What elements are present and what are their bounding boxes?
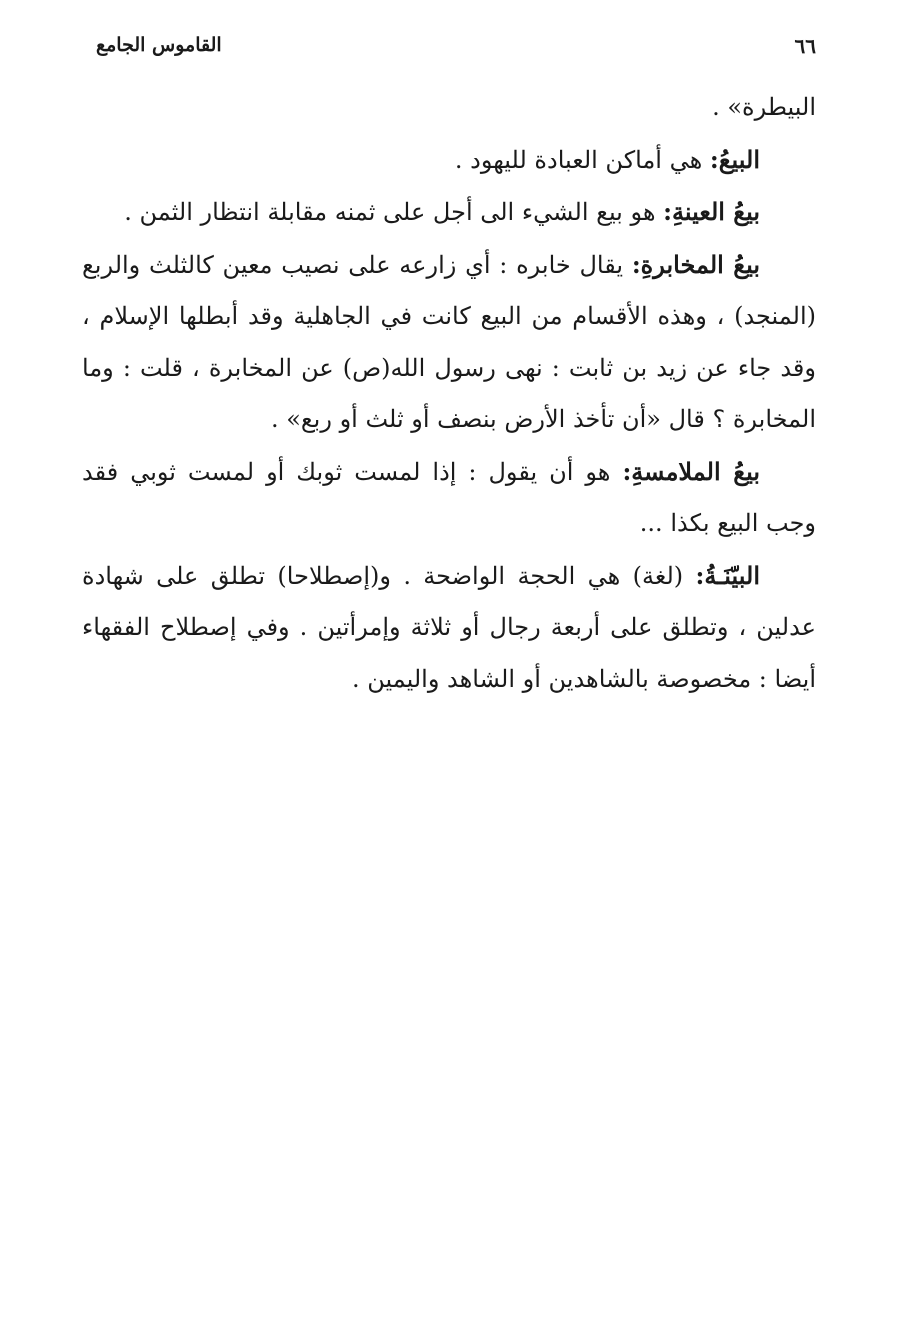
page-header [96,34,816,64]
entry-bay-al-mukhabarah [82,239,816,446]
continuation-line [82,82,816,134]
entry-text: هو بيع الشيء الى أجل على ثمنه مقابلة انتظار الثمن . [124,198,664,226]
entry-term: بيعُ الملامسةِ: [622,456,761,486]
running-title: القاموس الجامع [96,34,222,56]
entry-text: البيطرة» . [712,93,816,121]
page-body [82,82,816,705]
page-number: ٦٦ [794,34,816,58]
entry-term: بيعُ المخابرةِ: [631,249,760,279]
entry-text: يقال خابره : أي زارعه على نصيب معين كالثلث والربع (المنجد) ، وهذه الأقسام من البيع كانت في الجاهلية وقد أبطلها الإسلام ، وقد جاء عن زيد بن ثابت : نهى رسول الله(ص) عن المخابرة ، قلت : وما المخابرة ؟ قال «أن تأخذ الأرض بنصف أو ثلث أو ربع» . [82,250,816,433]
entry-text: هي أماكن العبادة لليهود . [454,145,710,174]
entry-term: بيعُ العينةِ: [663,197,760,226]
entry-bay-al-mulamasah [82,446,816,550]
entry-text: هو أن يقول : إذا لمست ثوبك أو لمست ثوبي فقد وجب البيع بكذا ... [82,457,816,537]
entry-bay-al-inah [82,186,816,239]
entry-text: (لغة) هي الحجة الواضحة . و(إصطلاحا) تطلق على شهادة عدلين ، وتطلق على أربعة رجال أو ثلاثة وإمرأتين . وفي إصطلاح الفقهاء أيضا : مخصوصة بالشاهدين أو الشاهد واليمين . [82,561,816,693]
entry-al-bayyinah [82,550,816,706]
entry-term: البيعُ: [709,144,760,174]
entry-biya [82,134,816,187]
entry-term: البيّنَـةُ: [695,560,760,590]
